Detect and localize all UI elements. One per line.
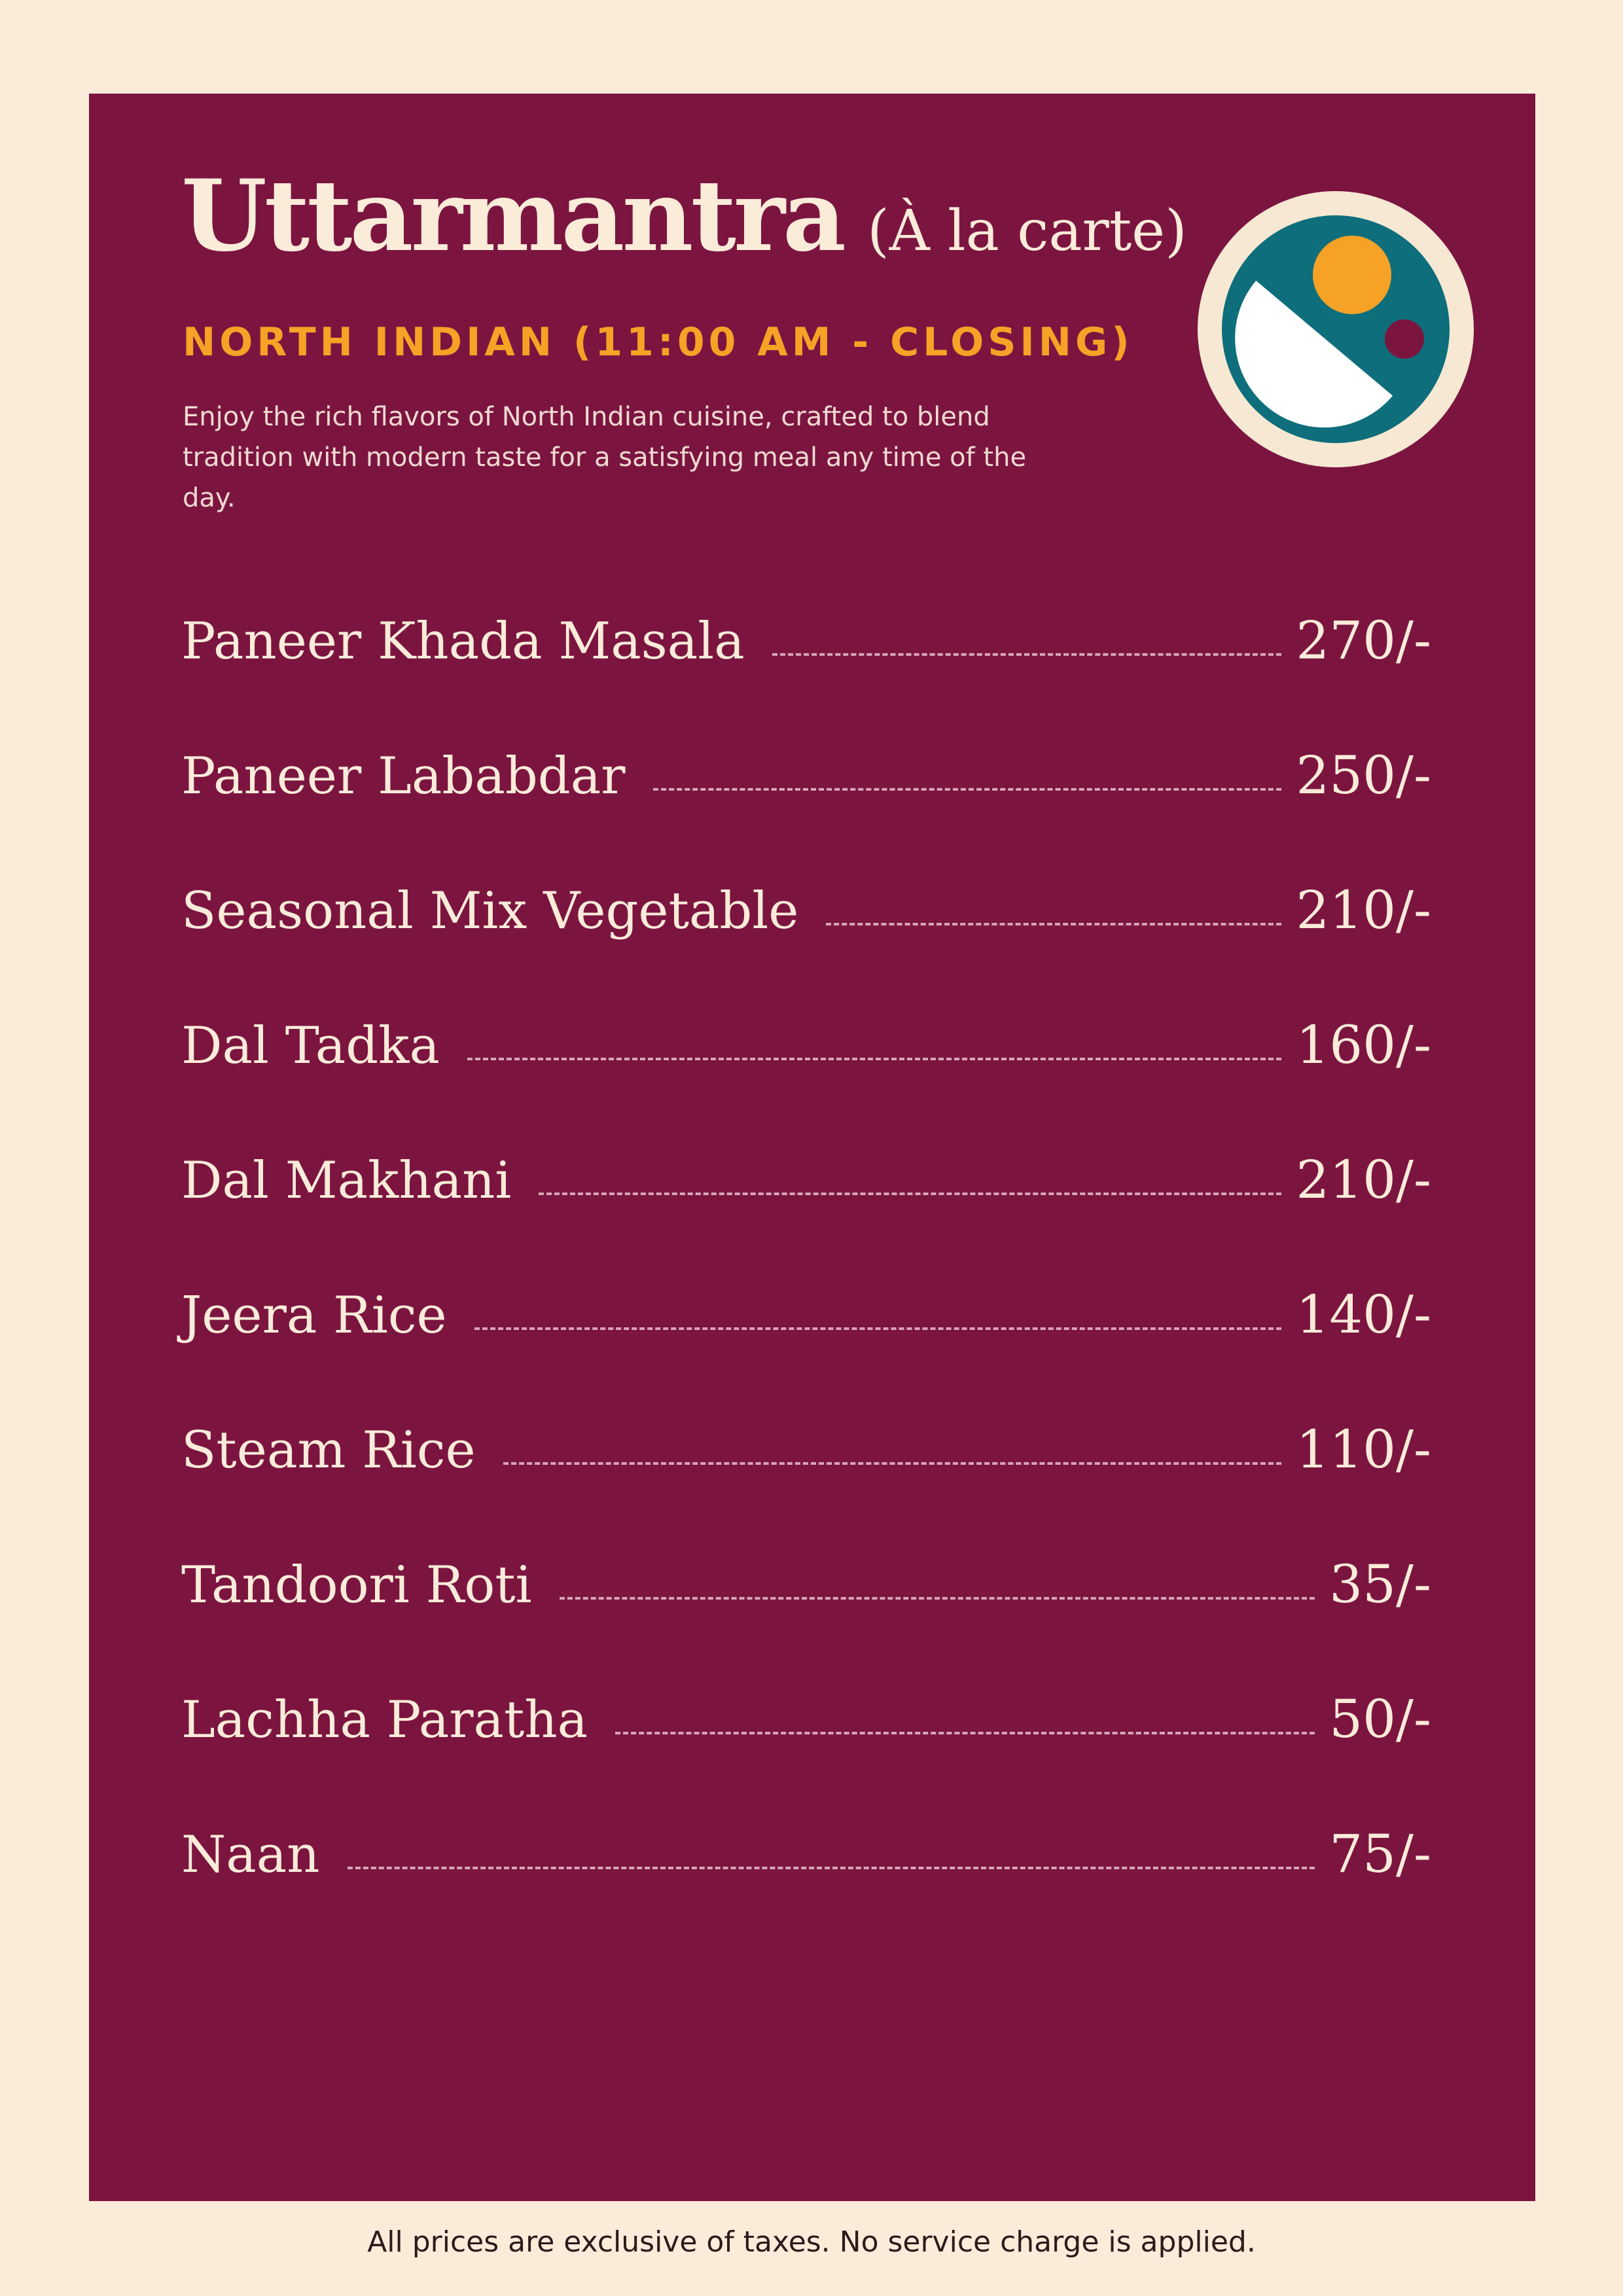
menu-item [181, 610, 1431, 745]
menu-item [181, 1149, 1431, 1284]
dotted-leader [772, 653, 1282, 656]
dotted-leader [826, 923, 1281, 925]
item-price: 210/- [1296, 880, 1431, 941]
menu-description: Enjoy the rich flavors of North Indian cuisine, crafted to blend tradition with modern taste for a satisfying meal any time of the day. [183, 402, 1027, 513]
item-name: Seasonal Mix Vegetable [181, 882, 799, 941]
bowl-logo-icon [1198, 191, 1474, 467]
item-name: Paneer Khada Masala [181, 612, 745, 671]
item-name: Lachha Paratha [181, 1691, 588, 1749]
menu-item [181, 1689, 1431, 1823]
item-name: Dal Makhani [181, 1151, 512, 1210]
menu-item [181, 1554, 1431, 1689]
item-price: 75/- [1329, 1823, 1431, 1884]
dotted-leader [467, 1058, 1281, 1060]
dotted-leader [348, 1867, 1315, 1869]
tax-note: All prices are exclusive of taxes. No service charge is applied. [367, 2225, 1256, 2259]
dotted-leader [653, 788, 1282, 791]
item-name: Tandoori Roti [181, 1556, 532, 1615]
brand-name: Uttarmantra [181, 158, 844, 274]
item-name: Steam Rice [181, 1421, 476, 1480]
menu-item [181, 880, 1431, 1014]
menu-item [181, 1014, 1431, 1149]
item-name: Naan [181, 1825, 320, 1884]
menu-item [181, 745, 1431, 880]
item-price: 210/- [1296, 1149, 1431, 1210]
menu-item [181, 1419, 1431, 1554]
dotted-leader [615, 1732, 1315, 1734]
item-name: Dal Tadka [181, 1016, 440, 1075]
item-price: 110/- [1296, 1419, 1431, 1480]
dotted-leader [503, 1462, 1282, 1465]
item-name: Jeera Rice [181, 1286, 447, 1345]
menu-item [181, 1284, 1431, 1419]
item-name: Paneer Lababdar [181, 747, 626, 806]
dotted-leader [560, 1597, 1315, 1600]
item-price: 270/- [1296, 610, 1431, 671]
brand-subtitle: (À la carte) [867, 198, 1187, 264]
item-price: 50/- [1329, 1689, 1431, 1749]
menu-item [181, 1823, 1431, 1958]
item-price: 250/- [1296, 745, 1431, 806]
item-price: 160/- [1296, 1014, 1431, 1075]
item-price: 35/- [1329, 1554, 1431, 1615]
item-price: 140/- [1296, 1284, 1431, 1345]
dotted-leader [539, 1193, 1281, 1195]
cuisine-hours: NORTH INDIAN (11:00 AM - CLOSING) [183, 319, 1133, 365]
menu-title [181, 158, 1187, 274]
menu-list [181, 610, 1431, 1958]
dotted-leader [474, 1327, 1282, 1330]
